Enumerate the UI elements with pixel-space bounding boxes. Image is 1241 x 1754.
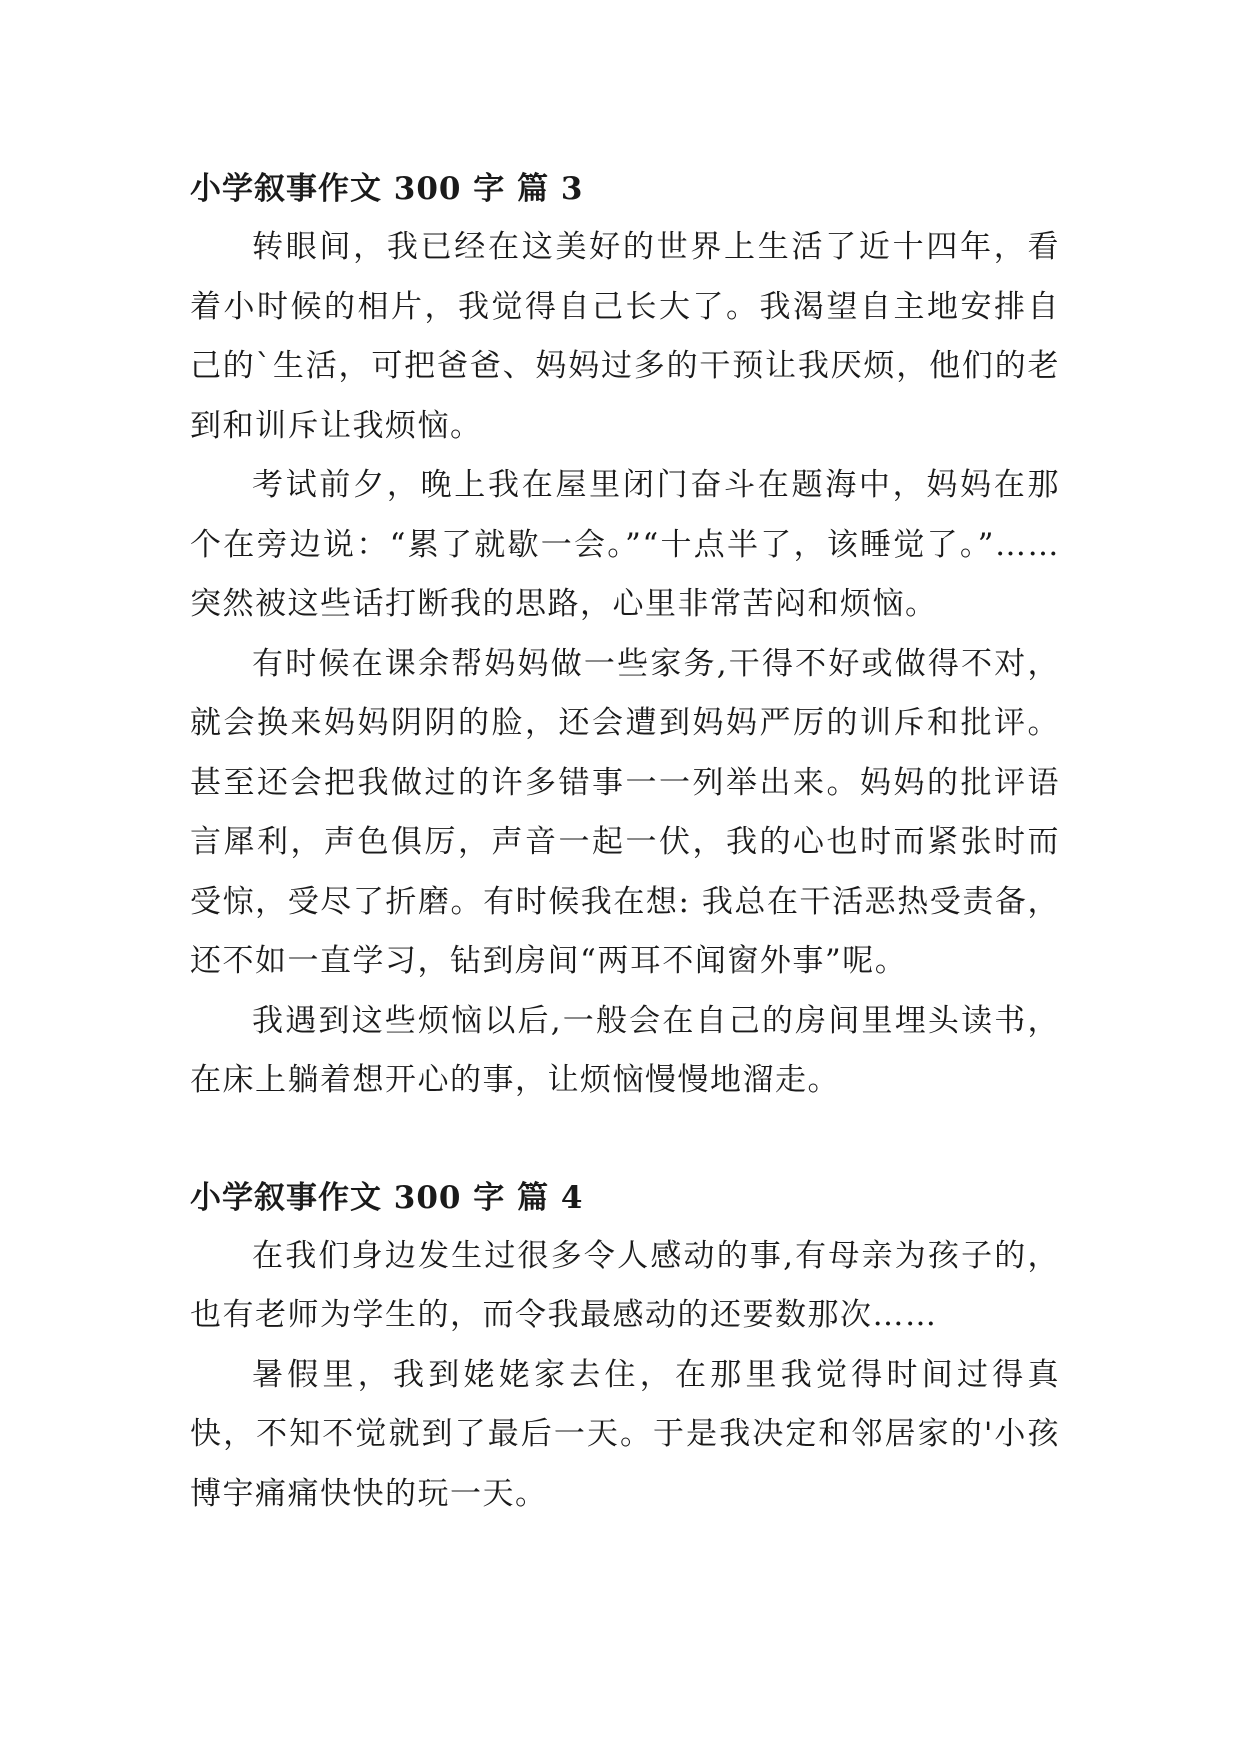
essay-section-3 [190, 160, 1060, 1111]
paragraph: 转眼间，我已经在这美好的世界上生活了近十四年，看着小时候的相片，我觉得自己长大了。我渴望自主地安排自己的`生活，可把爸爸、妈妈过多的干预让我厌烦，他们的老到和训斥让我烦恼。 [190, 229, 1060, 444]
paragraph: 有时候在课余帮妈妈做一些家务,干得不好或做得不对，就会换来妈妈阴阴的脸，还会遭到妈妈严厉的训斥和批评。甚至还会把我做过的许多错事一一列举出来。妈妈的批评语言犀利，声色俱厉，声音一起一伏，我的心也时而紧张时而受惊，受尽了折磨。有时候我在想: 我总在干活恶热受责备，还不如一直学习，钻到房间“两耳不闻窗外事”呢。 [190, 645, 1060, 979]
section-heading: 小学叙事作文 300 字 篇 3 [190, 171, 584, 207]
paragraph: 在我们身边发生过很多令人感动的事,有母亲为孩子的，也有老师为学生的，而令我最感动的还要数那次…… [190, 1237, 1060, 1333]
section-heading: 小学叙事作文 300 字 篇 4 [190, 1179, 584, 1216]
document-page [190, 160, 1060, 1524]
essay-section-4 [190, 1169, 1060, 1525]
paragraph: 考试前夕，晚上我在屋里闭门奋斗在题海中，妈妈在那个在旁边说：“累了就歇一会。”“十点半了，该睡觉了。”……突然被这些话打断我的思路，心里非常苦闷和烦恼。 [190, 467, 1060, 622]
paragraph: 暑假里，我到姥姥家去住，在那里我觉得时间过得真快，不知不觉就到了最后一天。于是我决定和邻居家的'小孩博宇痛痛快快的玩一天。 [190, 1356, 1060, 1512]
paragraph: 我遇到这些烦恼以后,一般会在自己的房间里埋头读书，在床上躺着想开心的事，让烦恼慢慢地溜走。 [190, 1002, 1060, 1098]
section-spacer [190, 1111, 1060, 1169]
